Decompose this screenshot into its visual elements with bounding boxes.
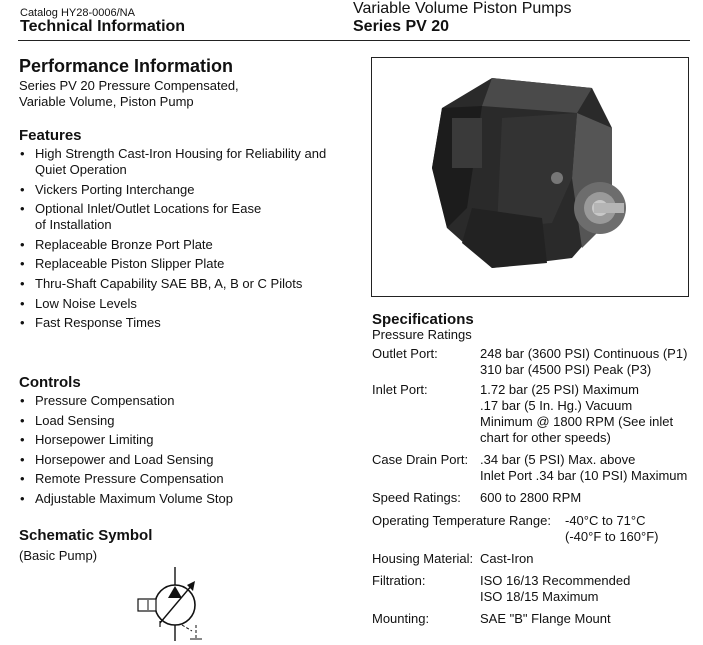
schematic-heading: Schematic Symbol <box>19 527 153 544</box>
inlet-port-value-2: .17 bar (5 In. Hg.) Vacuum <box>480 398 633 413</box>
filtration-value-1: ISO 16/13 Recommended <box>480 573 631 588</box>
speed-ratings-value: 600 to 2800 RPM <box>480 490 582 505</box>
features-heading: Features <box>19 127 82 144</box>
speed-ratings-label: Speed Ratings: <box>372 490 461 505</box>
mounting-value: SAE "B" Flange Mount <box>480 611 611 626</box>
product-title: Variable Volume Piston Pumps <box>353 0 572 17</box>
catalog-number: Catalog HY28-0006/NA <box>20 7 135 19</box>
inlet-port-value-3: Minimum @ 1800 RPM (See inlet <box>480 414 674 429</box>
outlet-port-value-1: 248 bar (3600 PSI) Continuous (P1) <box>480 346 688 361</box>
list-item: • Vickers Porting Interchange <box>19 182 326 198</box>
list-item: • Thru-Shaft Capability SAE BB, A, B or C Pilots <box>19 276 326 292</box>
case-drain-label: Case Drain Port: <box>372 452 469 467</box>
list-item: • Optional Inlet/Outlet Locations for Ease of Installation <box>19 201 326 233</box>
housing-material-value: Cast-Iron <box>480 551 534 566</box>
outlet-port-label: Outlet Port: <box>372 346 438 361</box>
housing-material-label: Housing Material: <box>372 551 474 566</box>
list-item: • High Strength Cast-Iron Housing for Reliability and Quiet Operation <box>19 146 326 178</box>
inlet-port-value-1: 1.72 bar (25 PSI) Maximum <box>480 382 639 397</box>
case-drain-value-1: .34 bar (5 PSI) Max. above <box>480 452 636 467</box>
pump-photo <box>371 57 689 297</box>
schematic-caption: (Basic Pump) <box>19 548 98 563</box>
filtration-label: Filtration: <box>372 573 426 588</box>
outlet-port-value-2: 310 bar (4500 PSI) Peak (P3) <box>480 362 652 377</box>
list-item: • Replaceable Bronze Port Plate <box>19 237 326 253</box>
list-item: • Low Noise Levels <box>19 296 326 312</box>
operating-temp-label: Operating Temperature Range: <box>372 513 551 528</box>
pump-schematic-symbol <box>130 565 220 643</box>
inlet-port-label: Inlet Port: <box>372 382 428 397</box>
controls-list <box>19 393 233 511</box>
list-item: • Horsepower and Load Sensing <box>19 452 233 468</box>
list-item: • Adjustable Maximum Volume Stop <box>19 491 233 507</box>
performance-line-1: Series PV 20 Pressure Compensated, <box>19 78 239 93</box>
list-item: • Replaceable Piston Slipper Plate <box>19 256 326 272</box>
filtration-value-2: ISO 18/15 Maximum <box>480 589 599 604</box>
list-item: • Pressure Compensation <box>19 393 233 409</box>
features-list <box>19 146 326 335</box>
operating-temp-value-2: (-40°F to 160°F) <box>565 529 659 544</box>
pressure-ratings-subheading: Pressure Ratings <box>372 327 472 342</box>
case-drain-value-2: Inlet Port .34 bar (10 PSI) Maximum <box>480 468 688 483</box>
list-item: • Remote Pressure Compensation <box>19 471 233 487</box>
section-title: Technical Information <box>20 18 186 35</box>
series-title: Series PV 20 <box>353 18 450 35</box>
performance-heading: Performance Information <box>19 56 234 76</box>
controls-heading: Controls <box>19 374 81 391</box>
header-rule <box>18 40 690 41</box>
operating-temp-value-1: -40°C to 71°C <box>565 513 646 528</box>
list-item: • Horsepower Limiting <box>19 432 233 448</box>
specifications-heading: Specifications <box>372 311 474 328</box>
mounting-label: Mounting: <box>372 611 430 626</box>
performance-line-2: Variable Volume, Piston Pump <box>19 94 194 109</box>
list-item: • Load Sensing <box>19 413 233 429</box>
pump-illustration <box>372 58 688 296</box>
list-item: • Fast Response Times <box>19 315 326 331</box>
inlet-port-value-4: chart for other speeds) <box>480 430 611 445</box>
